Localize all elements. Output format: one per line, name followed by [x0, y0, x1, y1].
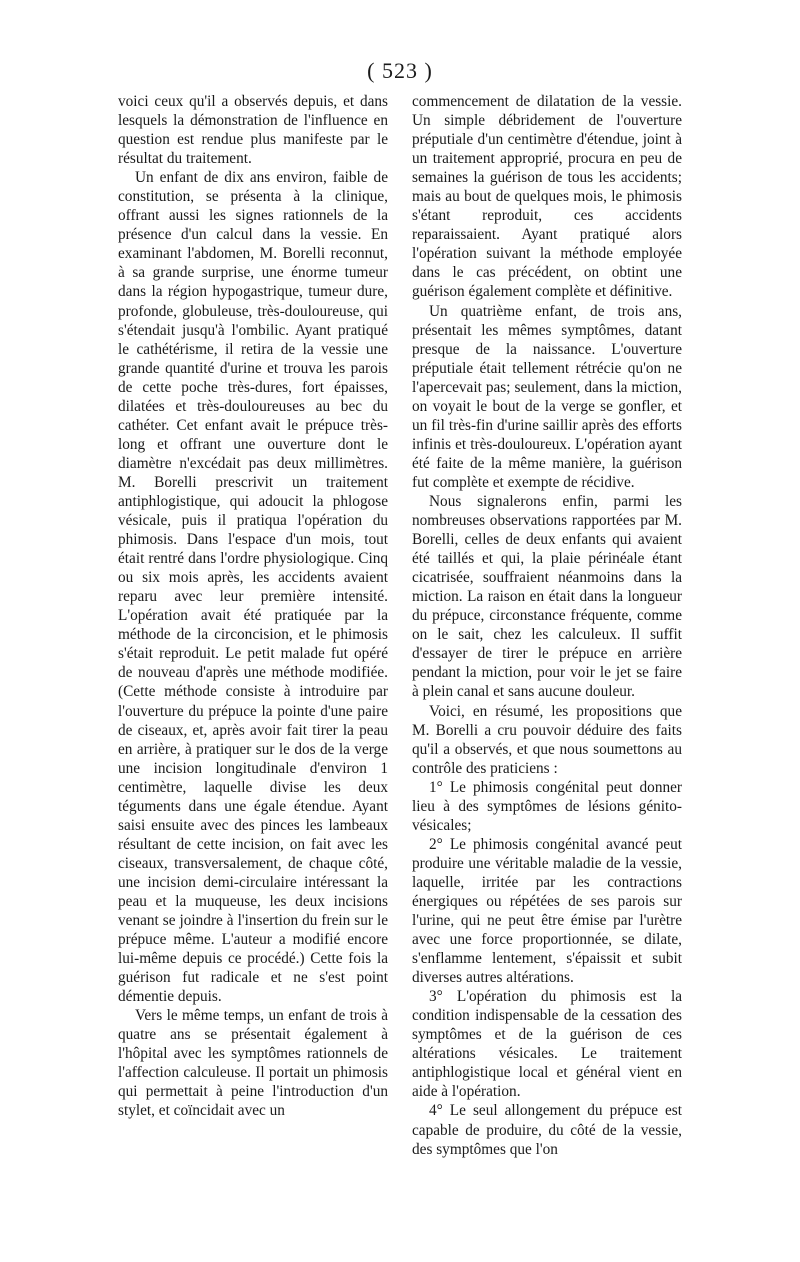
paragraph: voici ceux qu'il a observés depuis, et dans lesquels la démonstration de l'influence en question est rendue plus manifeste par le résultat du traitement. [118, 93, 388, 168]
paragraph: Un enfant de dix ans environ, faible de constitution, se présenta à la clinique, offrant aussi les signes rationnels de la présence d'un calcul dans la vessie. En examinant l'abdomen, M. Borelli reconnut, à sa grande surprise, une énorme tumeur dans la région hypogastrique, tumeur dure, profonde, globuleuse, très-douloureuse, qui s'étendait jusqu'à l'ombilic. Ayant pratiqué le cathétérisme, il retira de la vessie une grande quantité d'urine et trouva les parois de cette poche très-dures, fort épaisses, dilatées et très-douloureuses au bec du cathéter. Cet enfant avait le prépuce très-long et offrant une ouverture dont le diamètre n'excédait pas deux millimètres. M. Borelli prescrivit un traitement antiphlogistique, qui adoucit la phlogose vésicale, puis il pratiqua l'opération du phimosis. Dans l'espace d'un mois, tout était rentré dans l'ordre physiologique. Cinq ou six mois après, les accidents avaient reparu avec leur première intensité. L'opération avait été pratiquée par la méthode de la circoncision, et le phimosis s'était reproduit. Le petit malade fut opéré de nouveau d'après une méthode modifiée. (Cette méthode consiste à introduire par l'ouverture du prépuce la pointe d'une paire de ciseaux, et, après avoir fait tirer la peau en arrière, à pratiquer sur le dos de la verge une incision longitudinale d'environ 1 centimètre, laquelle divise les deux téguments dans une égale étendue. Ayant saisi ensuite avec des pinces les lambeaux résultant de cette incision, on fait avec les ciseaux, transversalement, de chaque côté, une incision demi-circulaire intéressant la peau et la muqueuse, les deux incisions venant se joindre à l'insertion du frein sur le prépuce même. L'auteur a modifié encore lui-même depuis ce procédé.) Cette fois la guérison fut radicale et ne s'est point démentie depuis. [118, 169, 388, 1006]
page-number: ( 523 ) [367, 58, 433, 83]
left-column [118, 92, 388, 1121]
numbered-proposition: 1° Le phimosis congénital peut donner lieu à des symptômes de lésions génito-vésicales; [412, 778, 682, 834]
numbered-proposition: 2° Le phimosis congénital avancé peut produire une véritable maladie de la vessie, laquelle, irritée par les contractions énergiques ou répétées de ses parois sur l'urine, qui ne peut être émise par l'urètre avec une force proportionnée, se dilate, s'enflamme lentement, s'épaissit et subit diverses autres altérations. [412, 835, 682, 987]
paragraph: commencement de dilatation de la vessie. Un simple débridement de l'ouverture préputiale d'un centimètre d'étendue, joint à un traitement approprié, procura en peu de semaines la guérison de tous les accidents; mais au bout de quelques mois, le phimosis s'étant reproduit, ces accidents reparaissaient. Ayant pratiqué alors l'opération suivant la méthode employée dans le cas précédent, on obtint une guérison également complète et définitive. [412, 93, 682, 301]
paragraph: Un quatrième enfant, de trois ans, présentait les mêmes symptômes, datant presque de la naissance. L'ouverture préputiale était tellement rétrécie qu'on ne l'apercevait pas; seulement, dans la miction, on voyait le bout de la verge se gonfler, et un fil très-fin d'urine saillir après des efforts infinis et très-douloureux. L'opération ayant été faite de la même manière, la guérison fut complète et exempte de récidive. [412, 302, 682, 491]
numbered-proposition: 3° L'opération du phimosis est la condition indispensable de la cessation des symptômes et de la guérison de ces altérations vésicales. Le traitement antiphlogistique local et général vient en aide à l'opération. [412, 988, 682, 1101]
numbered-proposition: 4° Le seul allongement du prépuce est capable de produire, du côté de la vessie, des symptômes que l'on [412, 1102, 682, 1158]
paragraph: Voici, en résumé, les propositions que M. Borelli a cru pouvoir déduire des faits qu'il a observés, et que nous soumettons au contrôle des praticiens : [412, 702, 682, 777]
right-column [412, 92, 682, 1159]
paragraph: Vers le même temps, un enfant de trois à quatre ans se présentait également à l'hôpital avec les symptômes rationnels de l'affection calculeuse. Il portait un phimosis qui permettait à peine l'introduction d'un stylet, et coïncidait avec un [118, 1007, 388, 1120]
paragraph: Nous signalerons enfin, parmi les nombreuses observations rapportées par M. Borelli, celles de deux enfants qui avaient été taillés et qui, la plaie périnéale étant cicatrisée, souffraient néanmoins dans la miction. La raison en était dans la longueur du prépuce, circonstance fréquente, comme on le sait, chez les calculeux. Il suffit d'essayer de tirer le prépuce en arrière pendant la miction, pour voir le jet se faire à plein canal et sans aucune douleur. [412, 492, 682, 701]
